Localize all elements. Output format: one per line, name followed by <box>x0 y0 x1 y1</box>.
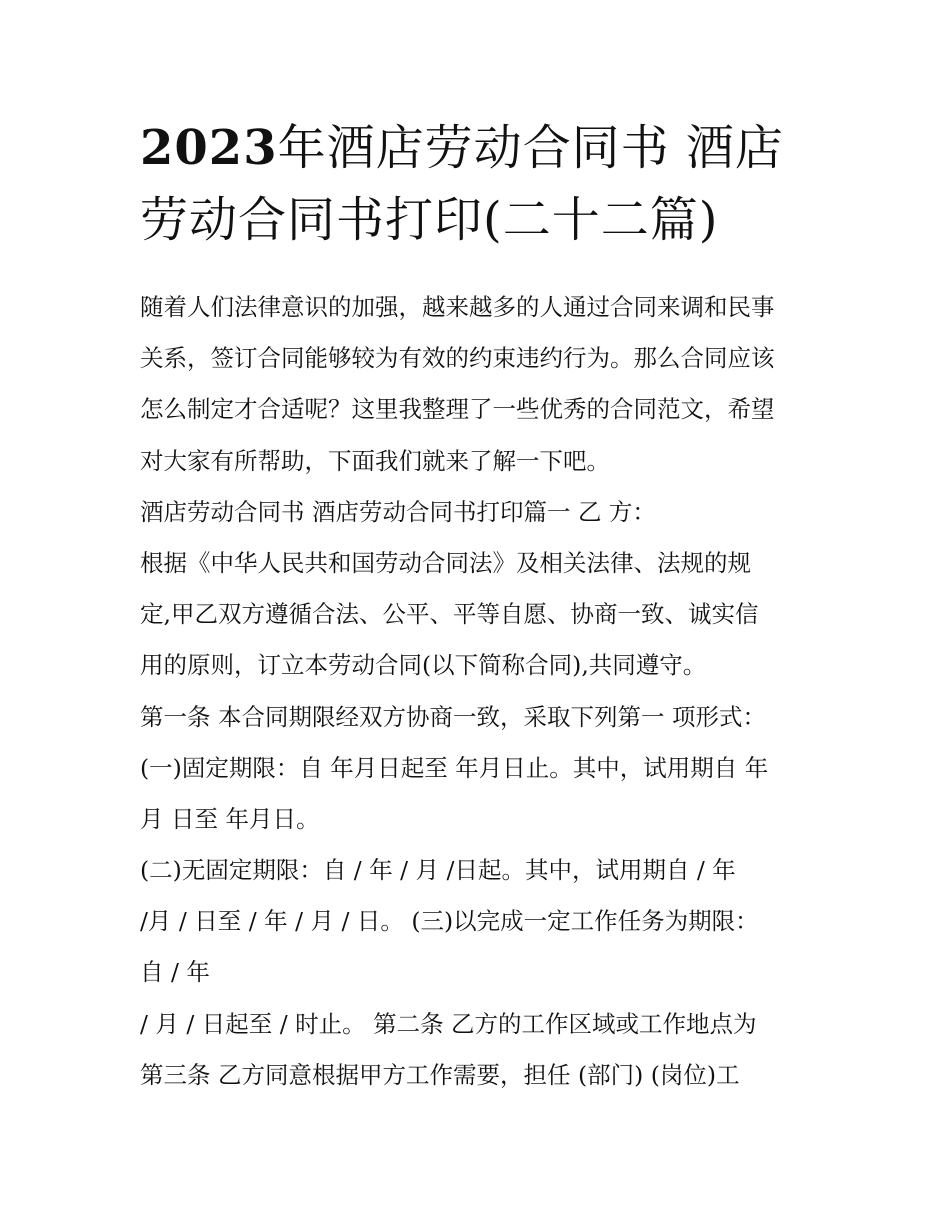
body-line: 自 / 年 <box>140 958 210 987</box>
body-line: 酒店劳动合同书 酒店劳动合同书打印篇一 乙 方： <box>140 497 656 526</box>
body-line: 定,甲乙双方遵循合法、公平、平等自愿、协商一致、诚实信 <box>140 600 759 629</box>
body-line: 随着人们法律意识的加强，越来越多的人通过合同来调和民事 <box>140 293 775 321</box>
body-line: / 月 / 日起至 / 时止。 第二条 乙方的工作区域或工作地点为 <box>140 1009 757 1038</box>
body-line: 根据《中华人民共和国劳动合同法》及相关法律、法规的规 <box>140 548 751 577</box>
document-body <box>140 282 820 1101</box>
title-line1-rest: 年酒店劳动合同书 酒店 <box>277 120 784 176</box>
title-line2: 劳动合同书打印(二十二篇) <box>140 192 719 248</box>
body-line: 关系，签订合同能够较为有效的约束违约行为。那么合同应该 <box>140 344 775 373</box>
document-title <box>140 112 820 256</box>
body-line: (一)固定期限：自 年月日起至 年月日止。其中，试用期自 年 <box>140 753 769 782</box>
body-line: 第一条 本合同期限经双方协商一致，采取下列第一 项形式： <box>140 702 766 731</box>
body-line: 月 日至 年月日。 <box>140 804 320 833</box>
body-line: 怎么制定才合适呢？这里我整理了一些优秀的合同范文，希望 <box>140 395 775 424</box>
body-line: (二)无固定期限：自 / 年 / 月 /日起。其中，试用期自 / 年 <box>140 856 736 885</box>
body-line: 对大家有所帮助，下面我们就来了解一下吧。 <box>140 446 610 475</box>
body-line: 第三条 乙方同意根据甲方工作需要，担任 (部门) (岗位)工 <box>140 1060 740 1089</box>
title-year: 2023 <box>140 120 278 176</box>
body-line: 用的原则，订立本劳动合同(以下简称合同),共同遵守。 <box>140 651 707 680</box>
body-line: /月 / 日至 / 年 / 月 / 日。 (三)以完成一定工作任务为期限： <box>140 907 759 936</box>
